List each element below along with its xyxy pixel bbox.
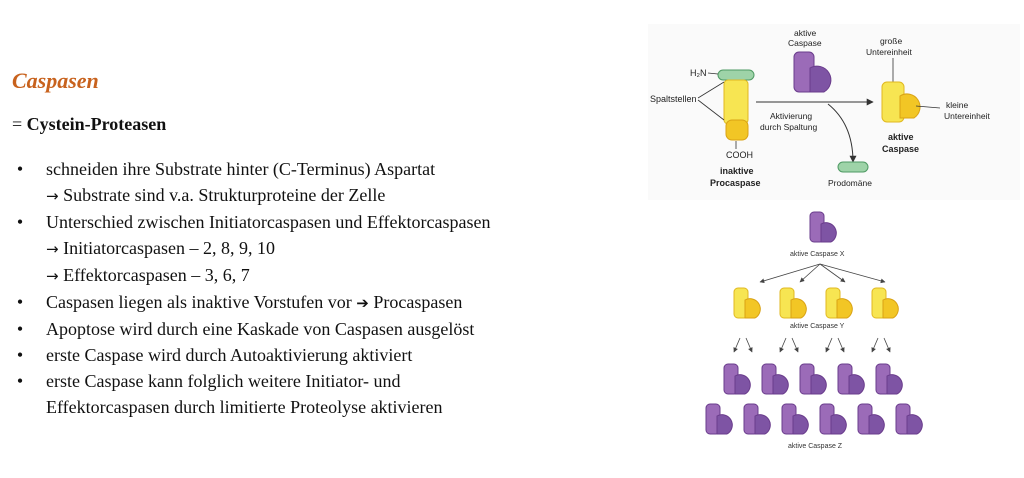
procaspase-activation-diagram xyxy=(648,24,1020,200)
bullet-tail: Procaspasen xyxy=(373,292,463,312)
cooh-label: COOH xyxy=(726,150,753,160)
prodomaene-label: Prodomäne xyxy=(828,178,872,188)
released-prodomain-shape xyxy=(838,162,868,172)
list-item xyxy=(12,342,612,368)
arrow-icon: → xyxy=(46,187,59,205)
caspase-y-shape xyxy=(872,288,898,318)
caspase-y-shape xyxy=(780,288,806,318)
cascade-arrows-y-z xyxy=(734,338,890,352)
sub-item-text: Initiatorcaspasen – 2, 8, 9, 10 xyxy=(63,238,276,258)
list-item xyxy=(12,209,612,289)
aktivierung-label: Aktivierung xyxy=(770,111,813,121)
subtitle-prefix: = xyxy=(12,114,27,134)
bullet-text: erste Caspase wird durch Autoaktivierung aktiviert xyxy=(46,345,413,365)
arrow-icon: → xyxy=(46,240,59,258)
caspase-z-shape xyxy=(838,364,864,394)
caspase-right-label: Caspase xyxy=(882,144,920,154)
bullet-dot: • xyxy=(16,159,24,179)
procaspase-label: Procaspase xyxy=(710,178,761,188)
sub-item-text: Effektorcaspasen – 3, 6, 7 xyxy=(63,265,250,285)
active-caspase-purple-small xyxy=(810,66,831,92)
procaspase-large-subunit xyxy=(724,80,748,124)
caspase-cascade-diagram xyxy=(700,208,960,458)
kleine-label: kleine xyxy=(946,100,969,110)
caspase-z-shape xyxy=(896,404,922,434)
bullet-list xyxy=(12,156,612,420)
aktive-top-label: aktive xyxy=(794,28,817,38)
bullet-text: schneiden ihre Substrate hinter (C-Terminus) Aspartat xyxy=(46,159,436,179)
sub-item xyxy=(46,235,612,262)
sub-item xyxy=(46,262,612,289)
bullet-text: Caspasen liegen als inaktive Vorstufen vor xyxy=(46,292,352,312)
caspase-z-shape xyxy=(876,364,902,394)
bullet-text: Unterschied zwischen Initiatorcaspasen und Effektorcaspasen xyxy=(46,212,491,232)
subtitle-text: Cystein-Proteasen xyxy=(26,114,167,134)
list-item xyxy=(12,156,612,209)
inaktive-label: inaktive xyxy=(720,166,754,176)
caspase-z-shape xyxy=(724,364,750,394)
caspase-x-shape xyxy=(810,212,836,242)
caspase-z-shape xyxy=(762,364,788,394)
bullet-dot: • xyxy=(16,212,24,232)
bullet-dot: • xyxy=(16,345,24,365)
caspase-x-label: aktive Caspase X xyxy=(790,251,845,258)
durch-spaltung-label: durch Spaltung xyxy=(760,122,818,132)
caspase-z-label: aktive Caspase Z xyxy=(788,443,843,450)
untereinheit-small-label: Untereinheit xyxy=(944,111,990,121)
caspase-z-shape xyxy=(706,404,732,434)
spaltstellen-label: Spaltstellen xyxy=(650,94,697,104)
prodomain-shape xyxy=(718,70,754,80)
bullet-text: erste Caspase kann folglich weitere Initiator- und xyxy=(46,371,401,391)
bullet-dot: • xyxy=(16,371,24,391)
grosse-label: große xyxy=(880,36,903,46)
caspase-z-shape xyxy=(782,404,808,434)
list-item xyxy=(12,289,612,316)
bold-arrow-icon: ➔ xyxy=(356,294,369,312)
page-title: Caspasen xyxy=(12,68,99,93)
list-item xyxy=(12,316,612,342)
subtitle xyxy=(12,114,166,135)
h2n-label: H₂N xyxy=(690,68,707,78)
caspase-y-shape xyxy=(826,288,852,318)
bullet-continuation: Effektorcaspasen durch limitierte Proteolyse aktivieren xyxy=(46,397,443,417)
procaspase-small-subunit xyxy=(726,120,748,140)
caspase-z-shape xyxy=(800,364,826,394)
sub-item-text: Substrate sind v.a. Strukturproteine der Zelle xyxy=(63,185,386,205)
aktive-right-label: aktive xyxy=(888,132,914,142)
caspase-top-label: Caspase xyxy=(788,38,822,48)
bullet-text: Apoptose wird durch eine Kaskade von Caspasen ausgelöst xyxy=(46,319,475,339)
list-item xyxy=(12,368,612,420)
prodomain-arrow xyxy=(828,104,853,162)
caspase-z-shape xyxy=(820,404,846,434)
caspase-z-shape xyxy=(744,404,770,434)
bullet-dot: • xyxy=(16,319,24,339)
caspase-y-shape xyxy=(734,288,760,318)
untereinheit-large-label: Untereinheit xyxy=(866,47,912,57)
bullet-dot: • xyxy=(16,292,24,312)
sub-item xyxy=(46,182,612,209)
top-edge-fragment xyxy=(90,0,210,10)
caspase-z-shape xyxy=(858,404,884,434)
caspase-y-label: aktive Caspase Y xyxy=(790,323,845,330)
arrow-icon: → xyxy=(46,267,59,285)
